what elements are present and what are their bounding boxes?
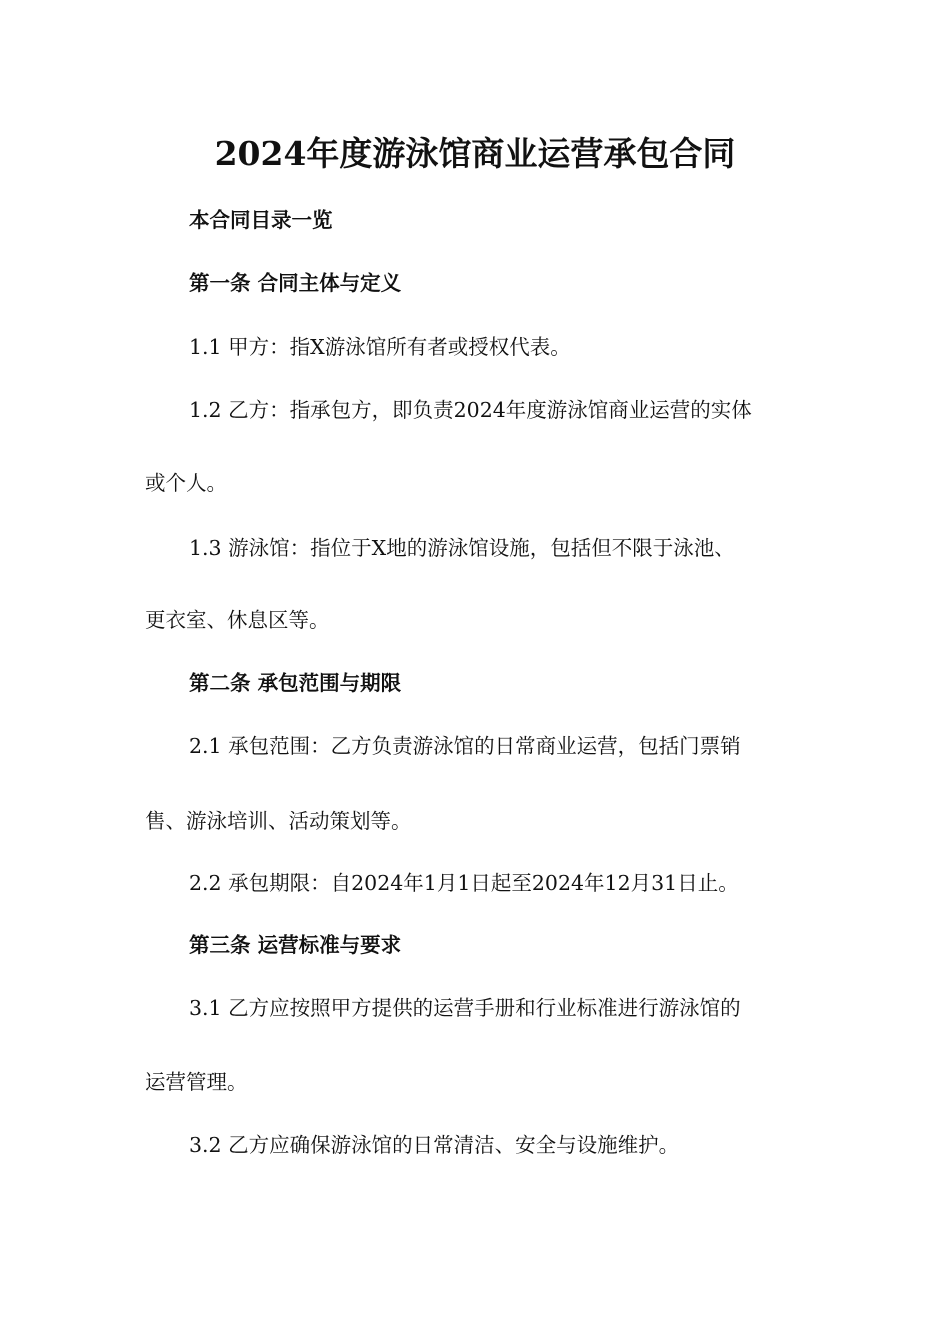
clause-1-3-line-2: 更衣室、休息区等。 bbox=[145, 608, 330, 632]
clause-1-2-line-2: 或个人。 bbox=[145, 471, 227, 495]
clause-3-2: 3.2 乙方应确保游泳馆的日常清洁、安全与设施维护。 bbox=[189, 1133, 680, 1157]
clause-2-1-line-1: 2.1 承包范围：乙方负责游泳馆的日常商业运营，包括门票销 bbox=[189, 734, 741, 758]
clause-2-2: 2.2 承包期限：自2024年1月1日起至2024年12月31日止。 bbox=[189, 871, 739, 895]
clause-1-3-line-1: 1.3 游泳馆：指位于X地的游泳馆设施，包括但不限于泳池、 bbox=[189, 536, 735, 560]
clause-1-2-line-1: 1.2 乙方：指承包方，即负责2024年度游泳馆商业运营的实体 bbox=[189, 398, 752, 422]
clause-3-1-line-1: 3.1 乙方应按照甲方提供的运营手册和行业标准进行游泳馆的 bbox=[189, 996, 741, 1020]
article-1-heading: 第一条 合同主体与定义 bbox=[189, 271, 402, 295]
clause-2-1-line-2: 售、游泳培训、活动策划等。 bbox=[145, 809, 412, 833]
clause-3-1-line-2: 运营管理。 bbox=[145, 1070, 248, 1094]
article-3-heading: 第三条 运营标准与要求 bbox=[189, 933, 402, 957]
clause-1-1: 1.1 甲方：指X游泳馆所有者或授权代表。 bbox=[189, 335, 571, 359]
toc-heading: 本合同目录一览 bbox=[189, 208, 333, 232]
article-2-heading: 第二条 承包范围与期限 bbox=[189, 671, 402, 695]
document-title: 2024年度游泳馆商业运营承包合同 bbox=[214, 134, 736, 173]
